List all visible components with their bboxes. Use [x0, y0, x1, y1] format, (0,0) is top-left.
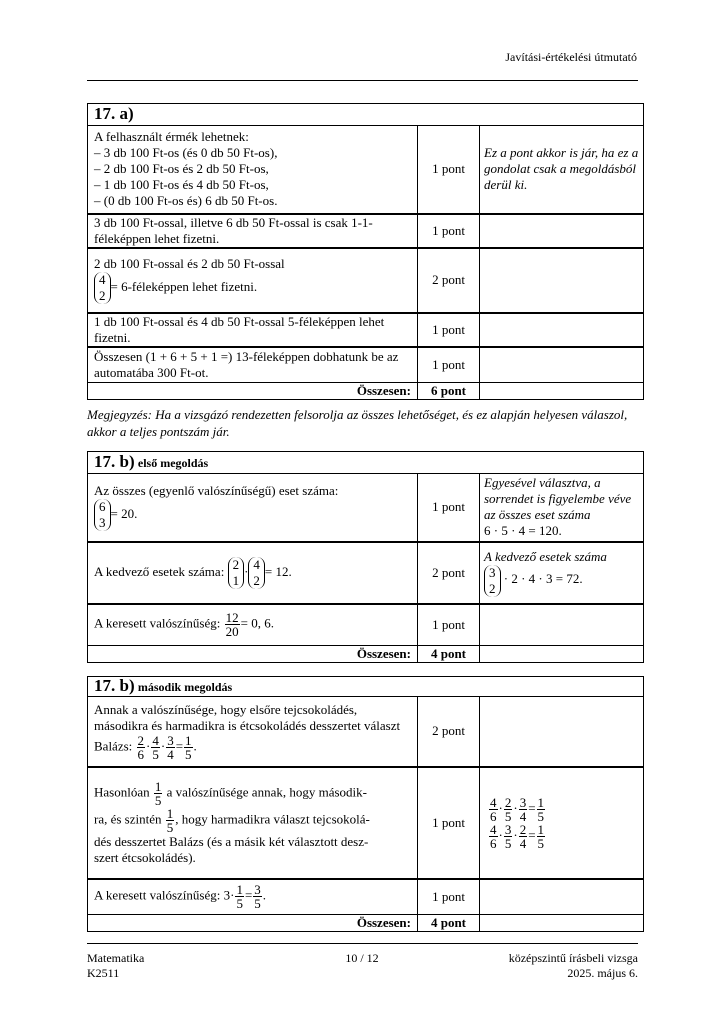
note: A kedvező esetek száma 3 2 · 2 · 4 · 3 = 72.: [480, 542, 644, 604]
points: 2 pont: [418, 697, 480, 767]
page-number: 10 / 12: [345, 951, 379, 965]
total-points: 4 pont: [418, 915, 480, 932]
total-points: 4 pont: [418, 646, 480, 663]
section-title: 17. b) első megoldás: [88, 452, 644, 474]
total-label: Összesen:: [88, 646, 418, 663]
row-binomial: 2 db 100 Ft-ossal és 2 db 50 Ft-ossal 4 2 = 6-féleképpen lehet fizetni.: [88, 248, 418, 313]
row-favorable: A kedvező esetek száma: 2 1 · 4 2 = 12.: [88, 542, 418, 604]
points: 1 pont: [418, 126, 480, 214]
row-probability: A keresett valószínűség: $\frac{12}{20}$ = 0, 6.: [88, 604, 418, 646]
note: Egyesével választva, a sorrendet is figyelembe véve az összes eset száma 6 · 5 · 4 = 120.: [480, 474, 644, 542]
footer-rule: [87, 943, 638, 944]
points: 2 pont: [418, 542, 480, 604]
total-label: Összesen:: [88, 383, 418, 400]
points: 2 pont: [418, 248, 480, 313]
section-title: 17. a): [88, 104, 644, 126]
total-label: Összesen:: [88, 915, 418, 932]
remark: Megjegyzés: Ha a vizsgázó rendezetten felsorolja az összes lehetőséget, és ez alapján helyesen válaszol, akkor a teljes pontszám jár.: [87, 407, 628, 439]
row-single-ways: 3 db 100 Ft-ossal, illetve 6 db 50 Ft-ossal is csak 1-1-féleképpen lehet fizetni.: [88, 214, 418, 248]
table-17b-first: [87, 451, 644, 663]
page-header: Javítási-értékelési útmutató: [505, 50, 637, 64]
binomial: 4 2: [94, 272, 111, 304]
row-five-ways: 1 db 100 Ft-ossal és 4 db 50 Ft-ossal 5-féleképpen lehet fizetni.: [88, 313, 418, 347]
section-title: 17. b) második megoldás: [88, 677, 644, 697]
table-17b-second: [87, 676, 644, 932]
row-total-ways: Összesen (1 + 6 + 5 + 1 =) 13-féleképpen dobhatunk be az automatába 300 Ft-ot.: [88, 347, 418, 383]
points: 1 pont: [418, 313, 480, 347]
row-similarly: Hasonlóan $\frac{1}{5}$ a valószínűsége annak, hogy második- ra, és szintén $\frac{1}{5}$ , hogy harmadikra választ tejcsokolá- dés desszertet Balázs (és a másik két választott desz- szert étcsokoládés).: [88, 767, 418, 879]
note: Ez a pont akkor is jár, ha ez a gondolat csak a megoldásból derül ki.: [480, 126, 644, 214]
footer-right: középszintű írásbeli vizsga 2025. május 6.: [508, 951, 638, 980]
table-17a: [87, 103, 644, 400]
points: 1 pont: [418, 604, 480, 646]
points: 1 pont: [418, 474, 480, 542]
points: 1 pont: [418, 347, 480, 383]
header-rule: [87, 80, 638, 81]
row-first-probability: Annak a valószínűsége, hogy elsőre tejcsokoládés, másodikra és harmadikra is étcsokoládés desszertet választ Balázs: $\frac{2}{6}$ · $\frac{4}{5}$ · $\frac{3}{4}$ = $\frac{1}{5}$ .: [88, 697, 418, 767]
row-all-cases: Az összes (egyenlő valószínűségű) eset száma: 6 3 = 20.: [88, 474, 418, 542]
points: 1 pont: [418, 879, 480, 915]
row-final-probability: A keresett valószínűség: 3· $\frac{1}{5}$ = $\frac{3}{5}$ .: [88, 879, 418, 915]
footer-left: Matematika K2511: [87, 951, 145, 980]
points: 1 pont: [418, 767, 480, 879]
points: 1 pont: [418, 214, 480, 248]
total-points: 6 pont: [418, 383, 480, 400]
note: $\frac{4}{6}$ · $\frac{2}{5}$ · $\frac{3}{4}$ = $\frac{1}{5}$ $\frac{4}{6}$ · $\frac{3}{5}$ · $\frac{2}{4}$ = $\frac{1}{5}$: [480, 767, 644, 879]
row-coins: A felhasznált érmék lehetnek: – 3 db 100 Ft-os (és 0 db 50 Ft-os), – 2 db 100 Ft-os és 2 db 50 Ft-os, – 1 db 100 Ft-os és 4 db 50 Ft-os, – (0 db 100 Ft-os és) 6 db 50 Ft-os.: [88, 126, 418, 214]
